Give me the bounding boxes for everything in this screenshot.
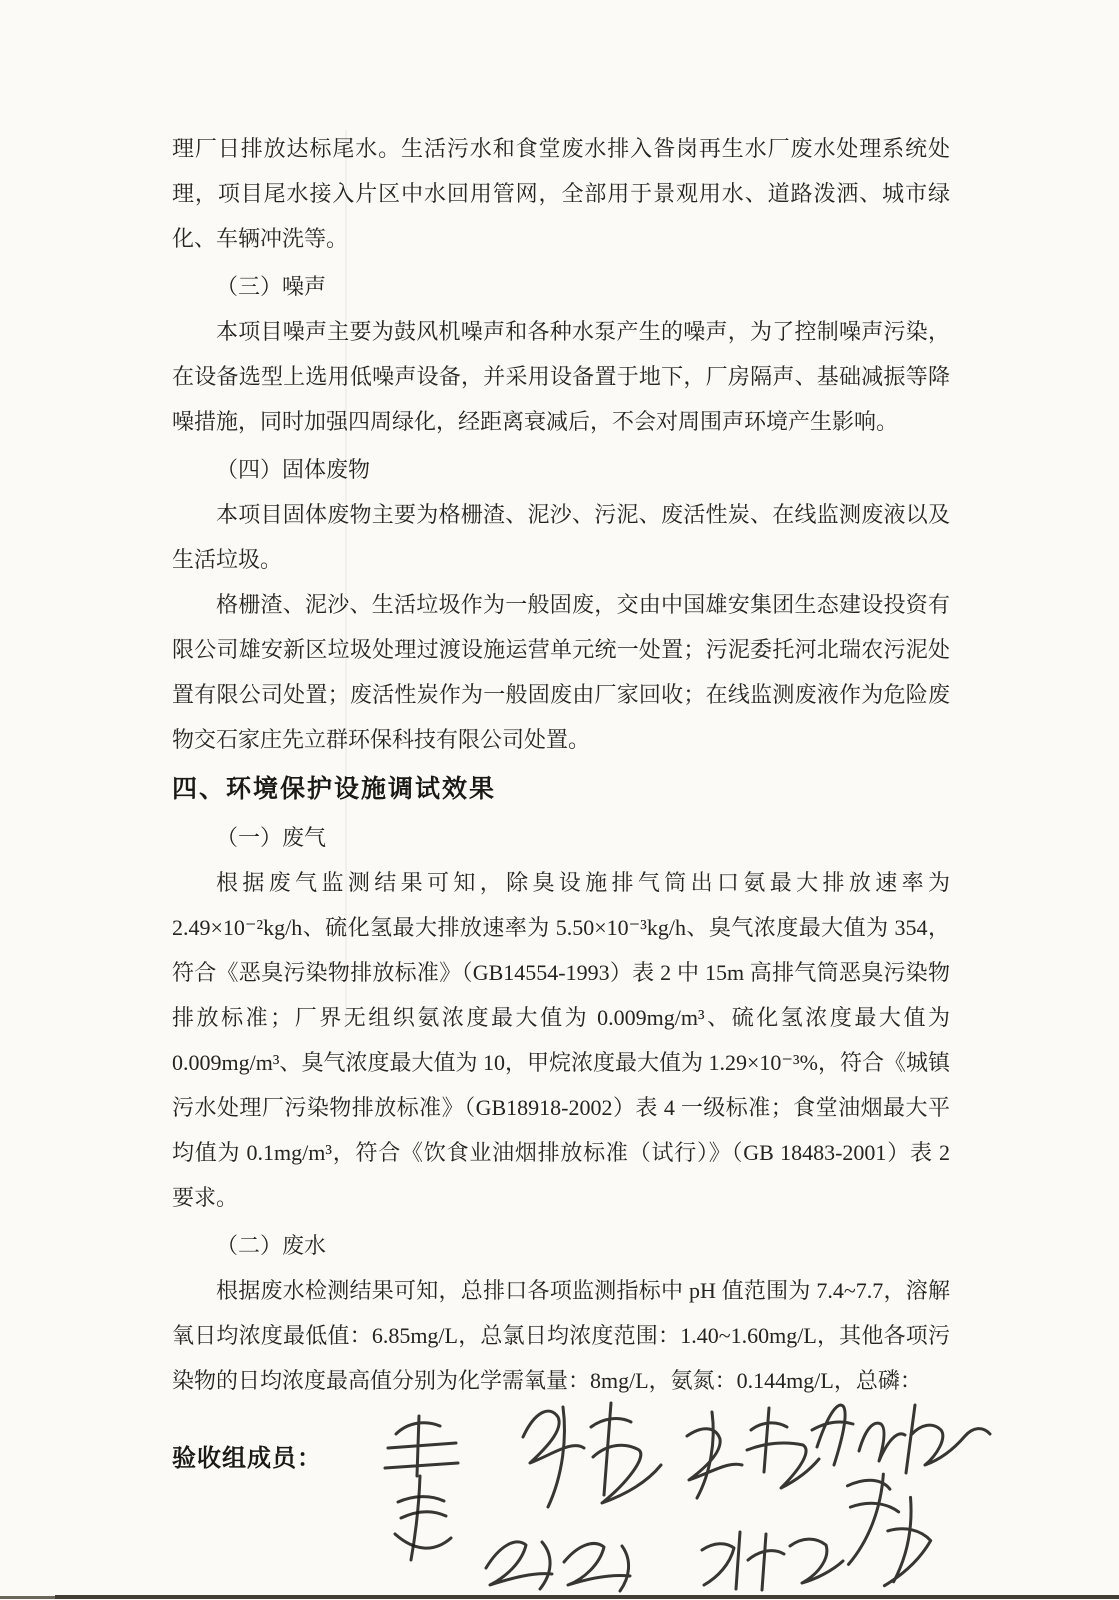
signature-1 <box>368 1408 478 1578</box>
paragraph-solid-waste-types: 本项目固体废物主要为格栅渣、泥沙、污泥、废活性炭、在线监测废液以及生活垃圾。 <box>172 502 950 572</box>
signature-4 <box>805 1385 1000 1505</box>
paragraph-solid-waste-disposal: 格栅渣、泥沙、生活垃圾作为一般固废，交由中国雄安集团生态建设投资有限公司雄安新区垃圾处理过渡设施运营单元统一处置；污泥委托河北瑞农污泥处置有限公司处置；废活性炭作为一般固废由厂家回收；在线监测废液作为危险废物交石家庄先立群环保科技有限公司处置。 <box>172 592 950 752</box>
signature-7 <box>690 1520 855 1600</box>
document-body <box>172 126 950 1403</box>
subsection-heading-wastewater: （二）废水 <box>216 1233 327 1258</box>
signature-2 <box>505 1395 675 1540</box>
paragraph-tailwater-reuse: 理厂日排放达标尾水。生活污水和食堂废水排入昝岗再生水厂废水处理系统处理，项目尾水接入片区中水回用管网，全部用于景观用水、道路泼洒、城市绿化、车辆冲洗等。 <box>172 136 950 251</box>
paragraph-wastewater-results: 根据废水检测结果可知，总排口各项监测指标中 pH 值范围为 7.4~7.7，溶解氧日均浓度最低值：6.85mg/L，总氯日均浓度范围：1.40~1.60mg/L，其他各项污染物的日均浓度最高值分别为化学需氧量：8mg/L，氨氮：0.144mg/L，总磷： <box>172 1278 950 1393</box>
paragraph-waste-gas-results: 根据废气监测结果可知，除臭设施排气筒出口氨最大排放速率为 2.49×10⁻²kg/h、硫化氢最大排放速率为 5.50×10⁻³kg/h、臭气浓度最大值为 354，符合《恶臭污染物排放标准》（GB14554-1993）表 2 中 15m 高排气筒恶臭污染物排放标准；厂界无组织氨浓度最大值为 0.009mg/m³、硫化氢浓度最大值为 0.009mg/m³、臭气浓度最大值为 10，甲烷浓度最大值为 1.29×10⁻³%，符合《城镇污水处理厂污染物排放标准》（GB18918-2002）表 4 一级标准；食堂油烟最大平均值为 0.1mg/m³，符合《饮食业油烟排放标准（试行）》（GB 18483-2001）表 2 要求。 <box>172 870 950 1210</box>
scan-bottom-edge-left <box>0 1596 55 1599</box>
signature-6 <box>472 1522 657 1600</box>
subsection-heading-waste-gas: （一）废气 <box>216 825 327 850</box>
signature-3 <box>675 1398 825 1523</box>
subsection-heading-noise: （三）噪声 <box>216 274 327 299</box>
acceptance-team-label: 验收组成员： <box>172 1445 322 1472</box>
subsection-heading-solid-waste: （四）固体废物 <box>216 457 371 482</box>
paragraph-noise: 本项目噪声主要为鼓风机噪声和各种水泵产生的噪声，为了控制噪声污染，在设备选型上选用低噪声设备，并采用设备置于地下，厂房隔声、基础减振等降噪措施，同时加强四周绿化，经距离衰减后，不会对周围声环境产生影响。 <box>172 319 950 434</box>
scan-bottom-edge <box>55 1595 1119 1599</box>
section-heading-commissioning: 四、环境保护设施调试效果 <box>172 775 497 803</box>
signature-5 <box>801 1449 999 1600</box>
